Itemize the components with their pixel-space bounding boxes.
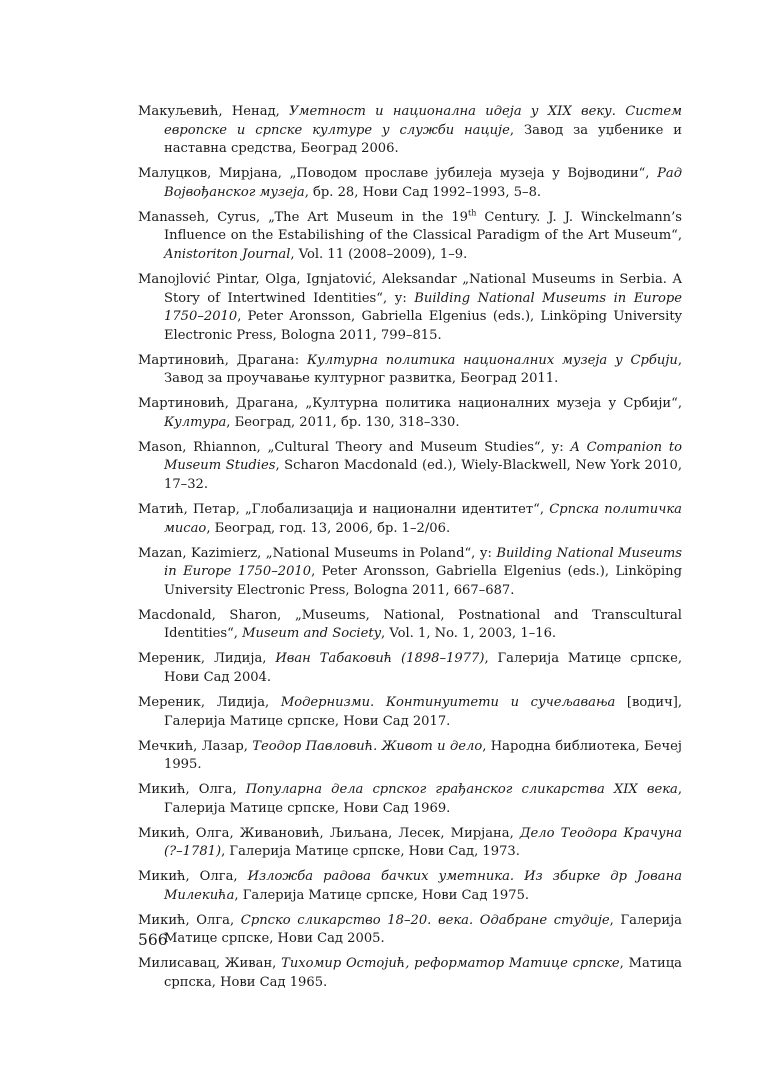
entry-text: , Галерија Матице српске, Нови Сад 1975. — [234, 887, 530, 903]
entry-text: , Народна библиотека, Бечеј 1995. — [164, 738, 682, 773]
entry-text: Century. J. J. Winckelmann’s Influence on the Estabilishing of the Classical Paradigm of the Art Museum“, — [164, 209, 682, 244]
entry-text: , Vol. 1, No. 1, 2003, 1–16. — [381, 626, 557, 642]
entry-text: Мартиновић, Драгана: — [138, 352, 307, 368]
entry-title: Популарна дела српског грађанског сликарства XIX века — [245, 782, 678, 798]
bibliography-list — [138, 103, 682, 999]
bibliography-entry — [138, 694, 682, 731]
entry-text: Милисавац, Живан, — [138, 956, 282, 972]
entry-text: Мечкић, Лазар, — [138, 738, 253, 754]
bibliography-entry — [138, 912, 682, 949]
entry-title: Anistoriton Journal — [164, 246, 291, 262]
entry-title: A Companion to Museum Studies — [164, 439, 682, 474]
entry-title: Теодор Павловић. Живот и дело — [252, 738, 483, 754]
entry-title: Тихомир Остојић, реформатор Матице српске — [281, 956, 620, 972]
entry-text: , бр. 28, Нови Сад 1992–1993, 5–8. — [304, 184, 542, 200]
bibliography-entry — [138, 955, 682, 992]
entry-title: Српско сликарство 18–20. века. Одабране студије — [240, 912, 610, 928]
entry-text: Мартиновић, Драгана, „Културна политика националних музеја у Србији“, — [138, 396, 682, 412]
entry-text: , Peter Aronsson, Gabriella Elgenius (eds.), Linköping University Electronic Press, Bologna 2011, 799–815. — [164, 309, 682, 343]
entry-text: , Галерија Матице српске, Нови Сад 1969. — [164, 782, 682, 816]
bibliography-entry — [138, 607, 682, 644]
bibliography-entry — [138, 103, 682, 159]
bibliography-entry — [138, 439, 682, 495]
bibliography-entry — [138, 501, 682, 538]
bibliography-entry — [138, 395, 682, 432]
entry-title: Building National Museums in Europe 1750–2010 — [164, 545, 682, 580]
entry-title: Иван Табаковић (1898–1977) — [275, 651, 485, 667]
entry-text: Малуцков, Мирјана, „Поводом прославе јубилеја музеја у Војводини“, — [138, 166, 658, 182]
entry-text: Mason, Rhiannon, „Cultural Theory and Museum Studies“, у: — [138, 439, 571, 455]
entry-title: Building National Museums in Europe 1750–2010 — [164, 290, 682, 325]
entry-text: , Галерија Матице српске, Нови Сад, 1973. — [221, 844, 520, 860]
entry-text: [водич], Галерија Матице српске, Нови Сад 2017. — [164, 694, 683, 729]
entry-title: Дело Теодора Крачуна (?–1781) — [164, 825, 682, 860]
entry-text: , Scharon Macdonald (ed.), Wiely-Blackwell, New York 2010, 17–32. — [164, 458, 682, 493]
entry-text: , Vol. 11 (2008–2009), 1–9. — [290, 246, 468, 262]
page-number: 566 — [138, 931, 168, 949]
entry-title: Модернизми. Континуитети и сучељавања — [280, 694, 616, 710]
entry-text: Микић, Олга, Живановић, Љиљана, Лесек, Мирјана, — [138, 825, 520, 841]
entry-title: Рад Војвођанског музеја — [164, 166, 682, 200]
bibliography-entry — [138, 650, 682, 687]
bibliography-entry — [138, 825, 682, 862]
entry-text: , Галерија Матице српске, Нови Сад 2005. — [164, 912, 682, 947]
entry-text: Manasseh, Cyrus, „The Art Museum in the 19 — [138, 209, 469, 225]
entry-text: , Peter Aronsson, Gabriella Elgenius (eds.), Linköping University Electronic Press, Bologna 2011, 667–687. — [164, 564, 682, 598]
entry-text: Микић, Олга, — [138, 869, 248, 885]
bibliography-entry — [138, 165, 682, 202]
entry-text: , Завод за проучавање културног развитка, Београд 2011. — [164, 352, 682, 387]
bibliography-entry — [138, 781, 682, 818]
entry-text: , Београд, 2011, бр. 130, 318–330. — [226, 414, 460, 430]
entry-text: Мереник, Лидија, — [138, 694, 281, 710]
entry-text: , Београд, год. 13, 2006, бр. 1–2/06. — [206, 520, 451, 536]
entry-text: Макуљевић, Ненад, — [138, 104, 290, 119]
entry-text: Микић, Олга, — [138, 782, 246, 798]
entry-text: Manojlović Pintar, Olga, Ignjatović, Aleksandar „National Museums in Serbia. A Story of Intertwined Identities“, у: — [138, 271, 682, 306]
entry-text: , Матица српска, Нови Сад 1965. — [164, 956, 682, 990]
bibliography-entry — [138, 868, 682, 905]
entry-text: Микић, Олга, — [138, 912, 241, 928]
bibliography-entry — [138, 209, 682, 265]
entry-title: Културна политика националних музеја у Србији — [306, 352, 678, 368]
entry-title: Уметност и национална идеја у XIX веку. Систем европске и српске културе у служби нације — [164, 104, 682, 138]
bibliography-entry — [138, 352, 682, 389]
bibliography-entry — [138, 545, 682, 601]
entry-title: Изложба радова бачких уметника. Из збирке др Јована Милекића — [164, 869, 682, 903]
entry-text: , Галерија Матице српске, Нови Сад 2004. — [164, 651, 682, 685]
entry-text: Mazan, Kazimierz, „National Museums in Poland“, у: — [138, 545, 497, 561]
entry-text: Macdonald, Sharon, „Museums, National, Postnational and Transcultural Identities“, — [138, 607, 682, 642]
entry-text: Матић, Петар, „Глобализација и национални идентитет“, — [138, 502, 550, 518]
entry-title: Култура — [164, 414, 227, 430]
entry-title: Српска политичка мисао — [164, 502, 682, 536]
bibliography-entry — [138, 738, 682, 775]
entry-text: Мереник, Лидија, — [138, 651, 276, 667]
entry-title: Museum and Society — [242, 626, 382, 642]
bibliography-entry — [138, 271, 682, 345]
superscript: th — [468, 208, 477, 218]
entry-text: , Завод за уџбенике и наставна средства, Београд 2006. — [164, 122, 683, 157]
